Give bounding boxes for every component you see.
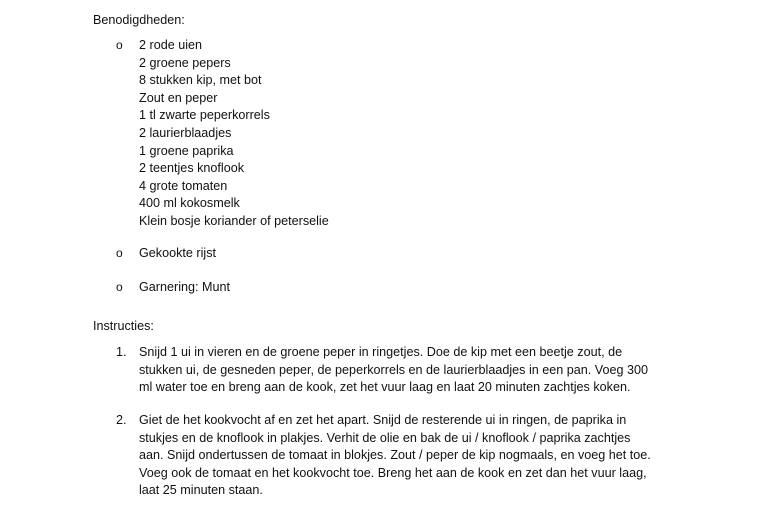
step-line: laat 25 minuten staan. xyxy=(139,483,263,498)
rice-line-wrap xyxy=(139,245,216,263)
instructions-heading: Instructies: xyxy=(93,319,154,333)
ingredient-line: Zout en peper xyxy=(139,90,218,105)
step-line: stukken ui, de gesneden peper, de peperkorrels en de laurierblaadjes in een pan. Voeg 300 xyxy=(139,362,649,377)
step-line: Snijd 1 ui in vieren en de groene peper in ringetjes. Doe de kip met een beetje zout, de xyxy=(139,345,623,359)
ingredient-line: Klein bosje koriander of peterselie xyxy=(139,213,329,228)
hollow-bullet-icon: o xyxy=(116,246,123,260)
step-line: stukjes en de knoflook in plakjes. Verhit de olie en bak de ui / knoflook / paprika zachtjes xyxy=(139,430,631,445)
ingredient-line: 4 grote tomaten xyxy=(139,178,228,193)
step-line: Voeg ook de tomaat en het kookvocht toe. Breng het aan de kook en zet dan het vuur laag, xyxy=(139,465,647,480)
hollow-bullet-icon: o xyxy=(116,280,123,294)
step-number: 1. xyxy=(116,345,127,359)
rice-text: Gekookte rijst xyxy=(139,246,216,260)
ingredient-line: 1 groene paprika xyxy=(139,143,234,158)
garnish-text: Garnering: Munt xyxy=(139,280,230,294)
garnish-line-wrap xyxy=(139,279,230,297)
step-line: ml water toe en breng aan de kook, zet het vuur laag en laat 20 minuten zachtjes koken. xyxy=(139,380,631,395)
ingredient-lines xyxy=(139,37,329,231)
step-line: aan. Snijd ondertussen de tomaat in blokjes. Zout / peper de kip nogmaals, en voeg het toe. xyxy=(139,448,651,463)
ingredients-heading: Benodigdheden: xyxy=(93,13,185,27)
ingredient-line: 1 tl zwarte peperkorrels xyxy=(139,108,270,123)
ingredient-line: 2 groene pepers xyxy=(139,55,231,70)
step-text xyxy=(139,344,699,397)
ingredient-line: 400 ml kokosmelk xyxy=(139,196,240,211)
hollow-bullet-icon: o xyxy=(116,38,123,52)
ingredient-line: 8 stukken kip, met bot xyxy=(139,73,262,88)
ingredient-line: 2 teentjes knoflook xyxy=(139,161,245,176)
step-line: Giet de het kookvocht af en zet het apart. Snijd de resterende ui in ringen, de paprika in xyxy=(139,413,627,427)
ingredient-line: 2 rode uien xyxy=(139,38,203,52)
step-text xyxy=(139,412,699,500)
ingredient-line: 2 laurierblaadjes xyxy=(139,125,232,140)
step-number: 2. xyxy=(116,413,127,427)
